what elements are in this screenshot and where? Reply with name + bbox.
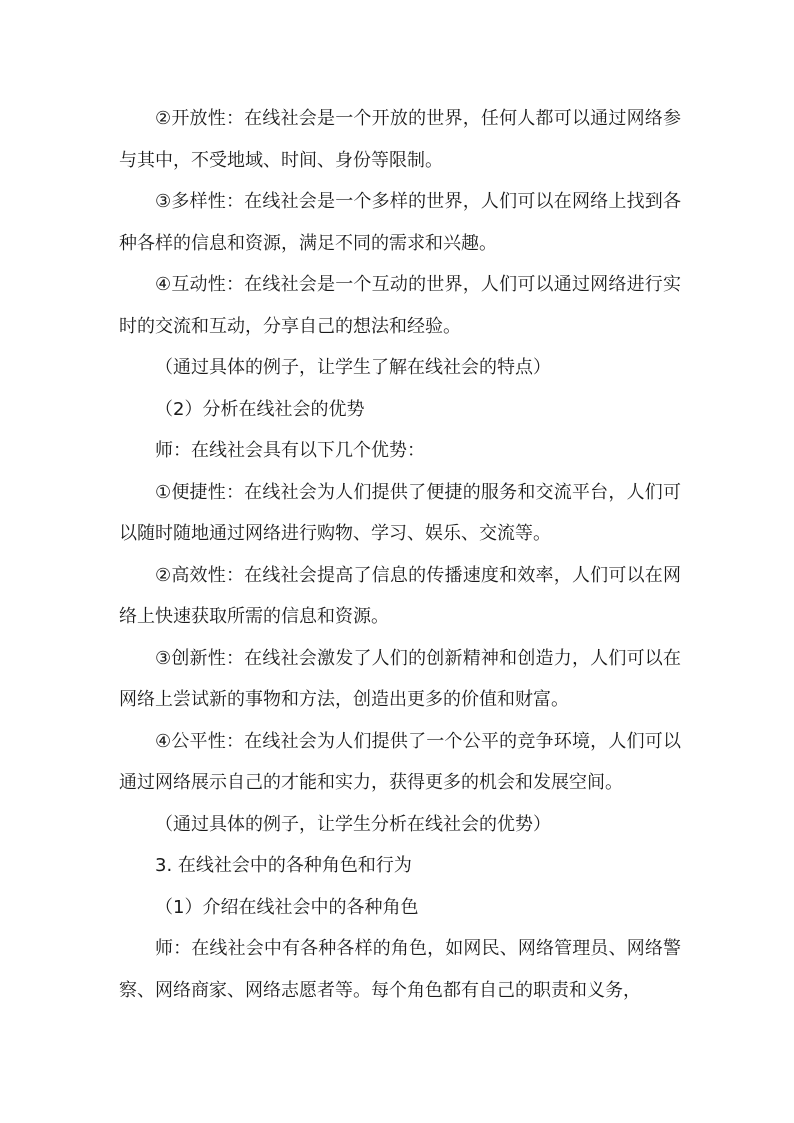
paragraph-fairness: ④公平性：在线社会为人们提供了一个公平的竞争环境，人们可以通过网络展示自己的才能和实力，获得更多的机会和发展空间。 (119, 730, 681, 793)
paragraph-convenience: ①便捷性：在线社会为人们提供了便捷的服务和交流平台，人们可以随时随地通过网络进行购物、学习、娱乐、交流等。 (119, 481, 681, 544)
paragraph-openness: ②开放性：在线社会是一个开放的世界，任何人都可以通过网络参与其中，不受地域、时间、身份等限制。 (119, 108, 681, 171)
paragraph-teacher-roles: 师：在线社会中有各种各样的角色，如网民、网络管理员、网络警察、网络商家、网络志愿者等。每个角色都有自己的职责和义务， (119, 938, 681, 1001)
document-body (119, 98, 681, 1011)
subheading-roles: （1）介绍在线社会中的各种角色 (155, 896, 419, 918)
paragraph-teacher-advantages: 师：在线社会具有以下几个优势： (155, 440, 425, 461)
paragraph-interactivity: ④互动性：在线社会是一个互动的世界，人们可以通过网络进行实时的交流和互动，分享自己的想法和经验。 (119, 274, 681, 337)
subheading-advantages: （2）分析在线社会的优势 (155, 398, 365, 420)
paragraph-innovation: ③创新性：在线社会激发了人们的创新精神和创造力，人们可以在网络上尝试新的事物和方法，创造出更多的价值和财富。 (119, 647, 681, 710)
paragraph-note-advantages: （通过具体的例子，让学生分析在线社会的优势） (155, 813, 551, 835)
paragraph-note-features: （通过具体的例子，让学生了解在线社会的特点） (155, 357, 551, 378)
paragraph-diversity: ③多样性：在线社会是一个多样的世界，人们可以在网络上找到各种各样的信息和资源，满足不同的需求和兴趣。 (119, 191, 681, 254)
paragraph-efficiency: ②高效性：在线社会提高了信息的传播速度和效率，人们可以在网络上快速获取所需的信息和资源。 (119, 564, 681, 627)
section-heading-roles: 3. 在线社会中的各种角色和行为 (155, 855, 412, 876)
